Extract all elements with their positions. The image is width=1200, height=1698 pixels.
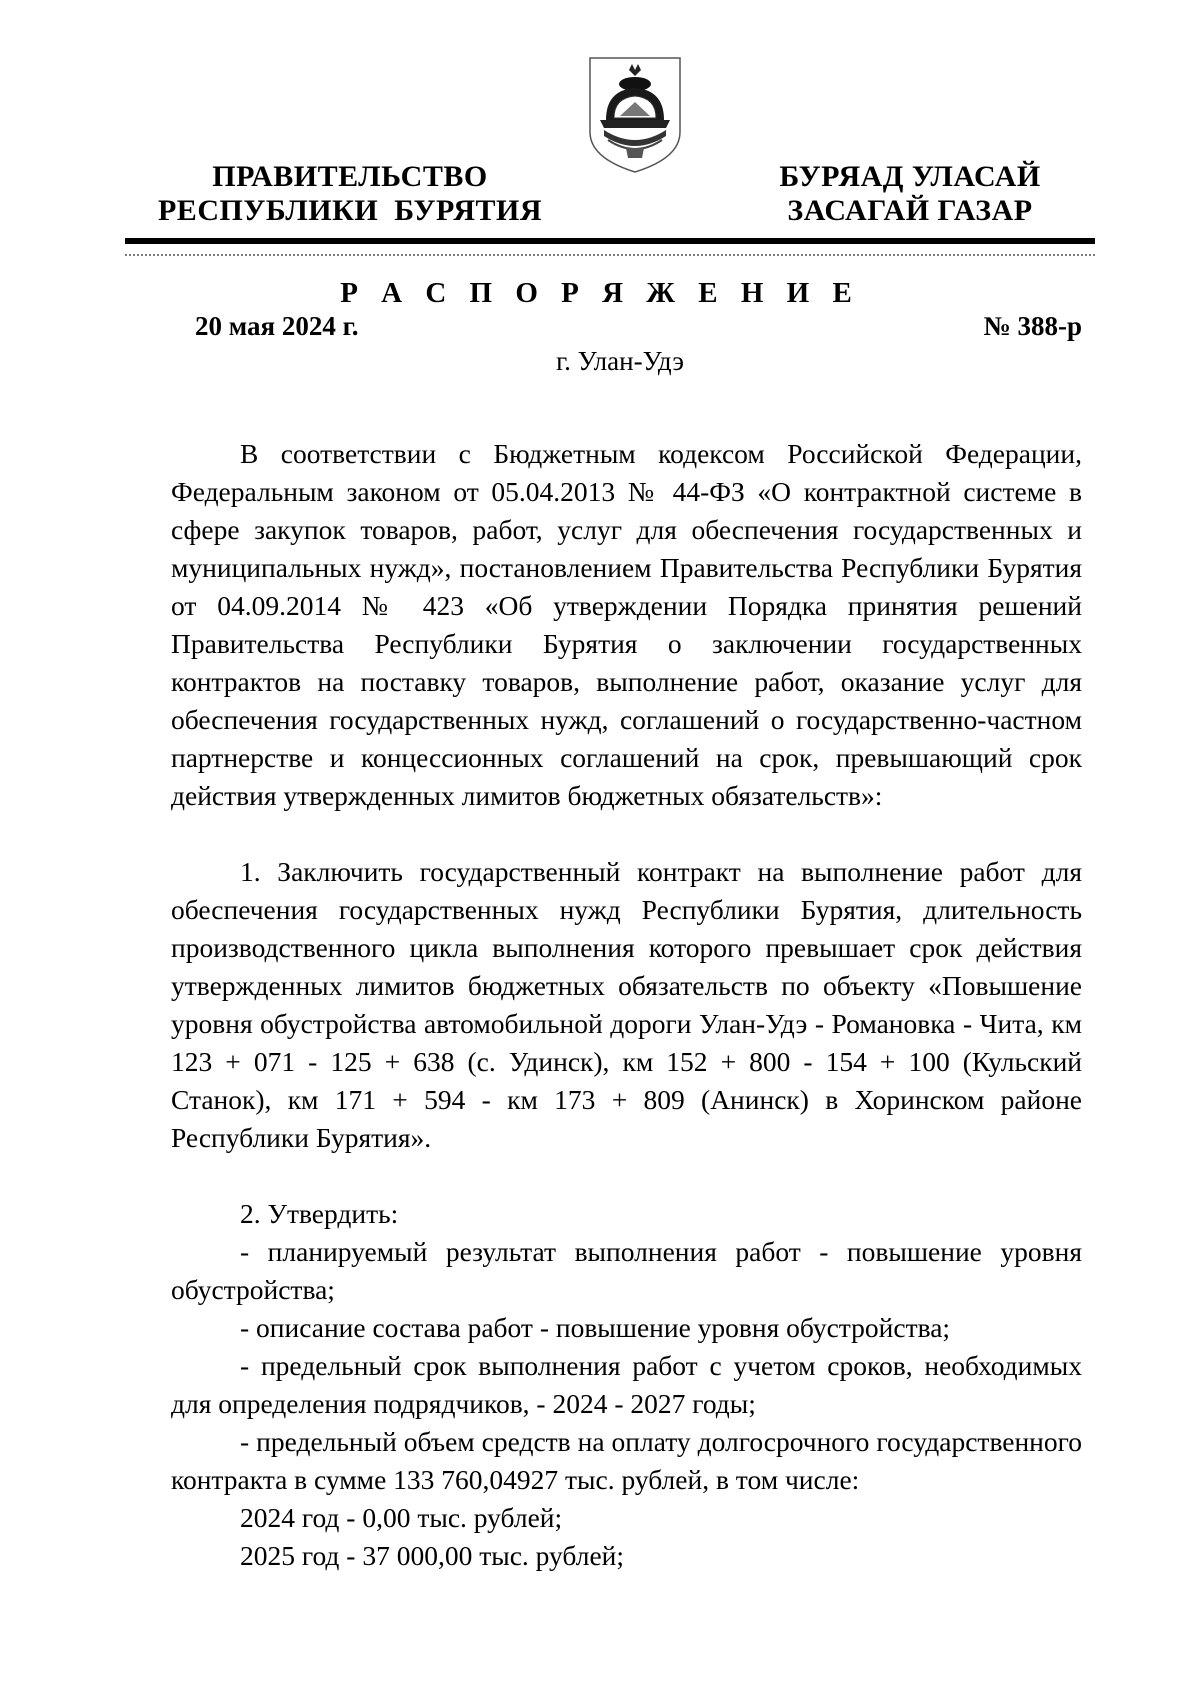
header-divider-thick <box>125 238 1095 244</box>
government-name-buryat-line2: ЗАСАГАЙ ГАЗАР <box>787 194 1033 227</box>
funding-year-2025: 2025 год - 37 000,00 тыс. рублей; <box>240 1540 625 1571</box>
document-body <box>171 435 1082 1575</box>
government-name-russian-line2: РЕСПУБЛИКИ БУРЯТИЯ <box>157 194 543 227</box>
government-name-buryat-line1: БУРЯАД УЛАСАЙ <box>779 160 1041 193</box>
government-name-buryat <box>760 160 1060 228</box>
funding-year-2024: 2024 год - 0,00 тыс. рублей; <box>240 1502 563 1533</box>
preamble-paragraph: В соответствии с Бюджетным кодексом Российской Федерации, Федеральным законом от 05.04.2013 № 44-ФЗ «О контрактной системе в сфере закупок товаров, работ, услуг для обеспечения государственных и муниципальных нужд», постановлением Правительства Республики Бурятия от 04.09.2014 № 423 «Об утверждении Порядка принятия решений Правительства Республики Бурятия о заключении государственных контрактов на поставку товаров, выполнение работ, оказание услуг для обеспечения государственных нужд, соглашений о государственно-частном партнерстве и концессионных соглашений на срок, превышающий срок действия утвержденных лимитов бюджетных обязательств»: <box>171 438 1082 811</box>
coat-of-arms-icon <box>586 54 684 176</box>
document-date: 20 мая 2024 г. <box>195 311 359 341</box>
government-name-russian <box>150 160 550 228</box>
item-2-work-description: - описание состава работ - повышение уровня обустройства; <box>240 1312 951 1343</box>
item-2-funding-amount: - предельный объем средств на оплату долгосрочного государственного контракта в сумме 133 760,04927 тыс. рублей, в том числе: <box>171 1426 1082 1495</box>
item-1-paragraph: 1. Заключить государственный контракт на выполнение работ для обеспечения государственных нужд Республики Бурятия, длительность производственного цикла выполнения которого превышает срок действия утвержденных лимитов бюджетных обязательств по объекту «Повышение уровня обустройства автомобильной дороги Улан-Удэ - Романовка - Чита, км 123 + 071 - 125 + 638 (с. Удинск), км 152 + 800 - 154 + 100 (Кульский Станок), км 171 + 594 - км 173 + 809 (Анинск) в Хоринском районе Республики Бурятия». <box>171 856 1082 1153</box>
header-divider-thin <box>125 254 1095 256</box>
item-2-deadline: - предельный срок выполнения работ с учетом сроков, необходимых для определения подрядчиков, - 2024 - 2027 годы; <box>171 1350 1082 1419</box>
government-name-russian-line1: ПРАВИТЕЛЬСТВО <box>212 160 488 193</box>
item-2-planned-result: - планируемый результат выполнения работ - повышение уровня обустройства; <box>171 1236 1082 1305</box>
document-city: г. Улан-Удэ <box>556 346 684 376</box>
item-2-title: 2. Утвердить: <box>240 1198 399 1229</box>
document-type: Р А С П О Р Я Ж Е Н И Е <box>340 277 860 309</box>
document-number: № 388-р <box>983 311 1082 341</box>
